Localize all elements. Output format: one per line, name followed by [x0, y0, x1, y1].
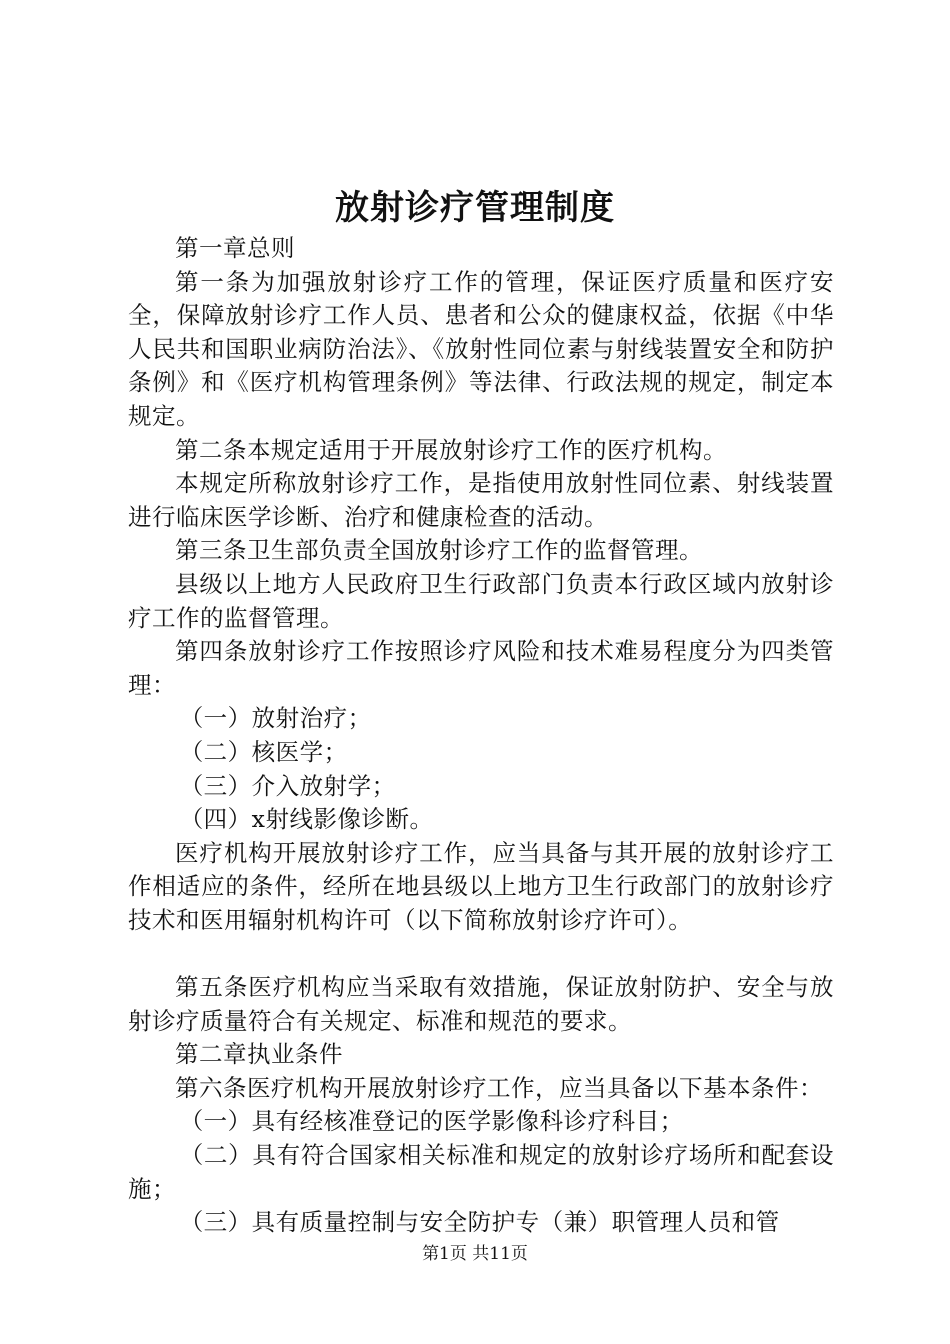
document-body — [128, 232, 834, 1240]
page-footer: 第1页 共11页 — [422, 1244, 528, 1264]
chapter-heading-2: 第二章执业条件 — [175, 1040, 343, 1069]
article-3-local: 县级以上地方人民政府卫生行政部门负责本行政区域内放射诊疗工作的监督管理。 — [128, 569, 834, 632]
article-3: 第三条卫生部负责全国放射诊疗工作的监督管理。 — [175, 536, 703, 565]
list-item-radiotherapy: （一）放射治疗； — [179, 704, 372, 733]
condition-item-2: （二）具有符合国家相关标准和规定的放射诊疗场所和配套设施； — [128, 1141, 834, 1203]
document-title: 放射诊疗管理制度 — [335, 188, 615, 228]
article-2-definition: 本规定所称放射诊疗工作，是指使用放射性同位素、射线装置进行临床医学诊断、治疗和健康检查的活动。 — [128, 469, 834, 531]
article-4: 第四条放射诊疗工作按照诊疗风险和技术难易程度分为四类管理： — [128, 637, 834, 699]
article-2: 第二条本规定适用于开展放射诊疗工作的医疗机构。 — [175, 435, 727, 464]
article-6: 第六条医疗机构开展放射诊疗工作，应当具备以下基本条件： — [175, 1073, 823, 1102]
condition-item-3: （三）具有质量控制与安全防护专（兼）职管理人员和管 — [179, 1208, 780, 1237]
list-item-interventional: （三）介入放射学； — [179, 771, 396, 800]
article-5: 第五条医疗机构应当采取有效措施，保证放射防护、安全与放射诊疗质量符合有关规定、标准和规范的要求。 — [128, 973, 834, 1035]
list-item-xray: （四）x射线影像诊断。 — [179, 805, 434, 834]
chapter-heading-1: 第一章总则 — [175, 234, 295, 262]
condition-item-1: （一）具有经核准登记的医学影像科诊疗科目； — [179, 1107, 684, 1136]
article-4-license: 医疗机构开展放射诊疗工作，应当具备与其开展的放射诊疗工作相适应的条件，经所在地县级以上地方卫生行政部门的放射诊疗技术和医用辐射机构许可（以下简称放射诊疗许可）。 — [128, 838, 834, 934]
list-item-nuclear-medicine: （二）核医学； — [179, 737, 348, 766]
article-1: 第一条为加强放射诊疗工作的管理，保证医疗质量和医疗安全，保障放射诊疗工作人员、患者和公众的健康权益，依据《中华人民共和国职业病防治法》、《放射性同位素与射线装置安全和防护条例》和《医疗机构管理条例》等法律、行政法规的规定，制定本规定。 — [128, 267, 834, 430]
